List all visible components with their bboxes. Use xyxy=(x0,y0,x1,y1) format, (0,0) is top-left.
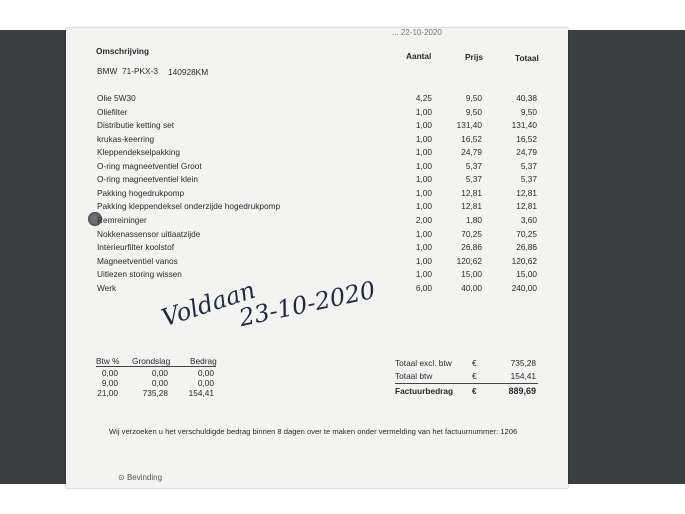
vat-row-base: 0,00 xyxy=(151,378,168,388)
item-quantity: 1,00 xyxy=(415,269,432,280)
vat-header-pct: Btw % xyxy=(96,356,120,366)
item-total: 3,60 xyxy=(520,214,537,225)
item-total: 70,25 xyxy=(516,228,537,239)
item-total: 15,00 xyxy=(516,269,537,280)
item-quantity: 2,00 xyxy=(415,214,432,225)
vat-row-pct: 21,00 xyxy=(97,388,118,398)
total-vat-currency: € xyxy=(472,371,477,381)
item-price: 70,25 xyxy=(461,228,482,239)
item-total: 5,37 xyxy=(520,160,537,171)
vehicle-make: BMW xyxy=(97,66,118,76)
item-total: 120,62 xyxy=(511,255,537,266)
item-total: 12,81 xyxy=(516,187,537,198)
vat-header-base: Grondslag xyxy=(132,356,171,366)
item-quantity: 1,00 xyxy=(415,147,432,158)
vat-row-amount: 154,41 xyxy=(188,388,214,398)
item-total: 5,37 xyxy=(520,174,537,185)
item-quantity: 1,00 xyxy=(415,133,432,144)
invoice-amount-value: 889,69 xyxy=(508,386,536,396)
item-description: Uitlezen storing wissen xyxy=(97,269,182,280)
item-price: 16,52 xyxy=(461,133,482,144)
item-price: 40,00 xyxy=(461,282,482,293)
item-quantity: 1,00 xyxy=(415,160,432,171)
item-total: 9,50 xyxy=(520,106,537,117)
item-description: Werk xyxy=(97,282,117,293)
item-quantity: 4,25 xyxy=(415,93,432,103)
totals-rule xyxy=(395,383,538,384)
total-vat-value: 154,41 xyxy=(510,371,536,381)
item-description: Pakking hogedrukpomp xyxy=(97,187,185,198)
item-price: 9,50 xyxy=(465,93,482,103)
item-price: 5,37 xyxy=(465,160,482,171)
date-fragment: ... 22-10-2020 xyxy=(392,28,442,37)
total-vat-label: Totaal btw xyxy=(395,371,433,381)
bottom-background xyxy=(0,484,685,514)
item-description: Interieurfilter koolstof xyxy=(97,242,175,253)
item-description: Olie 5W30 xyxy=(97,93,136,103)
header-total: Totaal xyxy=(515,53,539,63)
item-quantity: 1,00 xyxy=(415,174,432,185)
header-description: Omschrijving xyxy=(96,46,150,56)
item-description: Distributie ketting set xyxy=(97,120,175,131)
payment-note: Wij verzoeken u het verschuldigde bedrag binnen 8 dagen over te maken onder vermelding van het factuurnummer: 1206 xyxy=(109,427,518,436)
item-price: 12,81 xyxy=(461,201,482,212)
invoice-amount-label: Factuurbedrag xyxy=(395,386,454,396)
item-total: 131,40 xyxy=(511,120,537,131)
item-total: 24,79 xyxy=(516,147,537,158)
signature-voldaan: Voldaan xyxy=(158,275,259,333)
item-description: Kleppendekselpakking xyxy=(97,147,181,158)
signature-date: 23-10-2020 xyxy=(236,275,378,333)
item-quantity: 1,00 xyxy=(415,106,432,117)
item-total: 240,00 xyxy=(511,282,537,293)
item-quantity: 1,00 xyxy=(415,120,432,131)
item-total: 12,81 xyxy=(516,201,537,212)
item-price: 1,80 xyxy=(465,214,482,225)
item-description: O-ring magneetventiel Groot xyxy=(97,160,202,171)
top-background xyxy=(0,0,685,30)
item-price: 12,81 xyxy=(461,187,482,198)
item-quantity: 1,00 xyxy=(415,187,432,198)
item-quantity: 1,00 xyxy=(415,201,432,212)
item-description: Nokkenassensor uitlaatzijde xyxy=(97,228,201,239)
vat-row-base: 735,28 xyxy=(142,388,168,398)
vat-row-pct: 0,00 xyxy=(101,368,118,378)
item-total: 16,52 xyxy=(516,133,537,144)
item-description: O-ring magneetventiel klein xyxy=(97,174,198,185)
item-price: 120,62 xyxy=(456,255,482,266)
header-price: Prijs xyxy=(465,52,483,62)
total-excl-label: Totaal excl. btw xyxy=(395,358,452,368)
item-price: 131,40 xyxy=(456,120,482,131)
item-quantity: 6,00 xyxy=(415,282,432,293)
item-description: Pakking kleppendeksel onderzijde hogedrukpomp xyxy=(97,201,281,212)
item-description: Magneetventiel vanos xyxy=(97,255,178,266)
total-excl-value: 735,28 xyxy=(510,358,536,368)
vehicle-plate: 71-PKX-3 xyxy=(122,66,158,76)
header-quantity: Aantal xyxy=(406,51,432,61)
item-description: krukas-keerring xyxy=(97,133,155,144)
item-description: Remreininger xyxy=(97,214,147,225)
invoice-amount-currency: € xyxy=(472,386,477,396)
item-quantity: 1,00 xyxy=(415,228,432,239)
total-excl-currency: € xyxy=(472,358,477,368)
vat-row-amount: 0,00 xyxy=(197,368,214,378)
item-quantity: 1,00 xyxy=(415,242,432,253)
item-quantity: 1,00 xyxy=(415,255,432,266)
vat-row-pct: 9,00 xyxy=(101,378,118,388)
vat-header-amount: Bedrag xyxy=(190,356,217,366)
item-total: 26,86 xyxy=(516,242,537,253)
bevinding-fragment: ⊙ Bevinding xyxy=(118,473,163,482)
item-price: 15,00 xyxy=(461,269,482,280)
vehicle-mileage: 140928KM xyxy=(168,67,209,77)
vat-header-rule xyxy=(96,366,216,367)
item-price: 9,50 xyxy=(465,106,482,117)
item-description: Oliefilter xyxy=(97,106,128,117)
vat-row-base: 0,00 xyxy=(151,368,168,378)
item-total: 40,38 xyxy=(516,93,537,103)
item-price: 5,37 xyxy=(465,174,482,185)
item-price: 24,79 xyxy=(461,147,482,158)
vat-row-amount: 0,00 xyxy=(197,378,214,388)
item-price: 26,86 xyxy=(461,242,482,253)
